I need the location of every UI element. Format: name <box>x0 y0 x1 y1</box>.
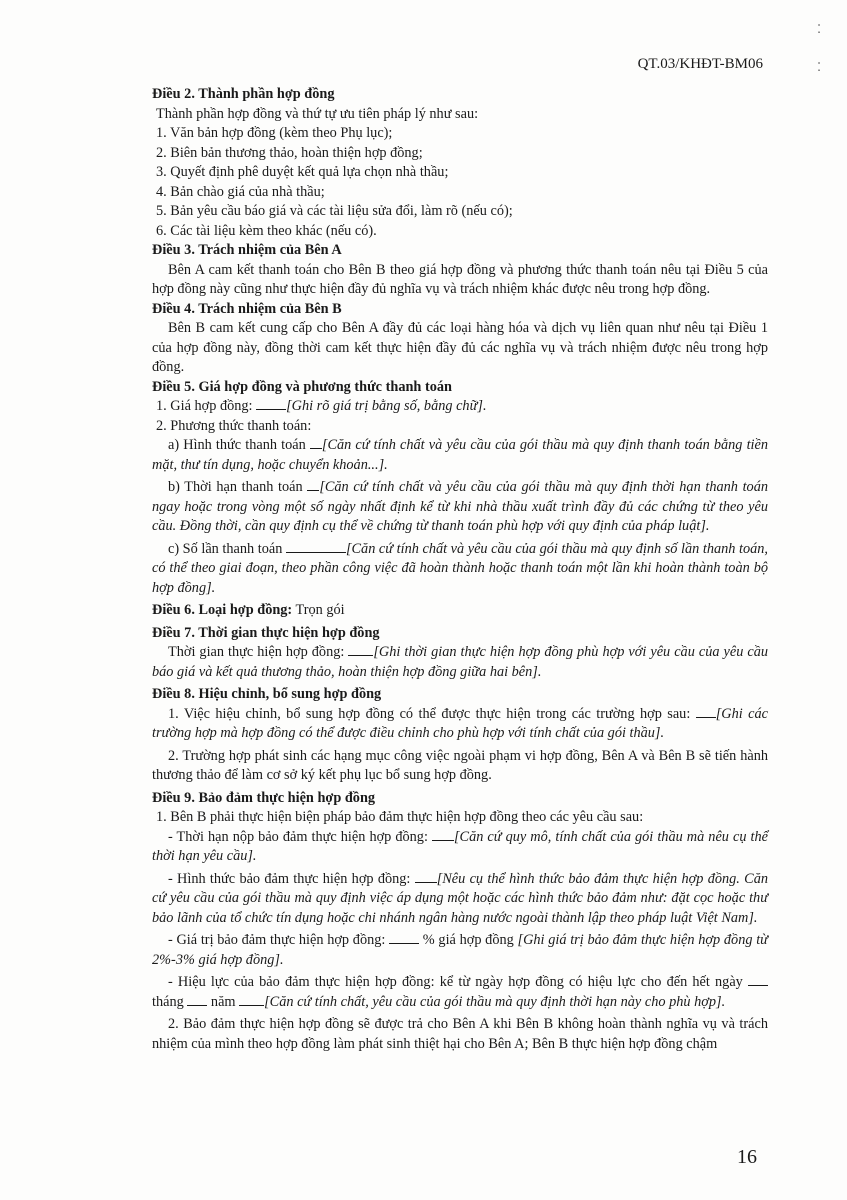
price-note: [Ghi rõ giá trị bằng số, bằng chữ]. <box>286 398 487 414</box>
blank-line <box>307 478 319 491</box>
scan-mark-icon: ⁚ <box>817 60 821 74</box>
article-5-price <box>152 397 768 417</box>
guarantee-value <box>152 931 768 970</box>
blank-line <box>310 436 322 449</box>
guarantee-deadline-label: - Thời hạn nộp bảo đảm thực hiện hợp đồng: <box>168 828 432 845</box>
article-6-title: Điều 6. Loại hợp đồng: <box>152 602 293 618</box>
guarantee-validity-note: [Căn cứ tính chất, yêu cầu của gói thầu mà quy định thời hạn này cho phù hợp]. <box>264 993 726 1010</box>
blank-line <box>256 397 286 410</box>
article-9-item-2: 2. Bảo đảm thực hiện hợp đồng sẽ được trả cho Bên A khi Bên B không hoàn thành nghĩa vụ và trách nhiệm của mình theo hợp đồng làm phát sinh thiệt hại cho Bên A; Bên B thực hiện hợp đồng chậm <box>152 1016 768 1052</box>
guarantee-form-label: - Hình thức bảo đảm thực hiện hợp đồng: <box>168 870 415 887</box>
article-2-title: Điều 2. Thành phần hợp đồng <box>152 86 335 102</box>
guarantee-value-note: [Ghi giá trị bảo đảm thực hiện hợp đồng từ 2%-3% giá hợp đồng]. <box>152 932 768 968</box>
article-6 <box>152 601 768 621</box>
article-8-item-2: 2. Trường hợp phát sinh các hạng mục công việc ngoài phạm vi hợp đồng, Bên A và Bên B sẽ tiến hành thương thảo để làm cơ sở ký kết phụ lục bổ sung hợp đồng. <box>152 747 768 783</box>
payment-c-note: [Căn cứ tính chất và yêu cầu của gói thầu mà quy định số lần thanh toán, có thể theo giai đoạn, theo phần công việc đã hoàn thành hoặc thanh toán một lần khi hoàn thành toàn bộ hợp đồng]. <box>152 540 768 596</box>
payment-a-label: a) Hình thức thanh toán <box>168 437 310 453</box>
blank-line <box>432 828 454 841</box>
page-number: 16 <box>737 1146 757 1168</box>
blank-line <box>415 870 437 883</box>
list-item: 5. Bản yêu cầu báo giá và các tài liệu sửa đổi, làm rõ (nếu có); <box>156 203 513 219</box>
payment-method-a <box>152 436 768 475</box>
payment-a-note: [Căn cứ tính chất và yêu cầu của gói thầu mà quy định thanh toán bằng tiền mặt, thư tín dụng, hoặc chuyển khoản...]. <box>152 437 769 473</box>
blank-line <box>239 993 264 1006</box>
article-8-item-1 <box>152 705 768 744</box>
article-8-item-1-note: [Ghi các trường hợp mà hợp đồng có thể được điều chỉnh cho phù hợp với tính chất của gói thầu]. <box>152 705 768 741</box>
list-item: 6. Các tài liệu kèm theo khác (nếu có). <box>156 222 377 239</box>
blank-line <box>187 993 207 1006</box>
guarantee-validity-year: năm <box>207 993 240 1010</box>
list-item: 1. Văn bản hợp đồng (kèm theo Phụ lục); <box>156 125 393 141</box>
payment-b-note: [Căn cứ tính chất và yêu cầu của gói thầu mà quy định thời hạn thanh toán ngay hoặc trong vòng một số ngày nhất định kể từ khi nhà thầu xuất trình đầy đủ các chứng từ theo yêu cầu. Đồng thời, cần quy định cụ thể về chứng từ thanh toán phù hợp với quy định của pháp luật]. <box>152 479 768 534</box>
list-item: 4. Bản chào giá của nhà thầu; <box>156 183 325 200</box>
guarantee-value-label: - Giá trị bảo đảm thực hiện hợp đồng: <box>168 932 390 948</box>
list-item: 3. Quyết định phê duyệt kết quả lựa chọn nhà thầu; <box>156 164 449 180</box>
guarantee-deadline <box>152 828 768 867</box>
payment-c-label: c) Số lần thanh toán <box>168 540 286 557</box>
blank-line <box>348 643 373 656</box>
article-7-note: [Ghi thời gian thực hiện hợp đồng phù hợp với yêu cầu của yêu cầu báo giá và kết quả thương thảo, hoàn thiện hợp đồng giữa hai bên]. <box>152 644 768 680</box>
blank-line <box>748 973 768 986</box>
price-label: 1. Giá hợp đồng: <box>156 398 257 414</box>
article-7-title: Điều 7. Thời gian thực hiện hợp đồng <box>152 624 380 641</box>
blank-line <box>389 931 419 944</box>
payment-b-label: b) Thời hạn thanh toán <box>168 479 308 495</box>
guarantee-form-note: [Nêu cụ thể hình thức bảo đảm thực hiện hợp đồng. Căn cứ yêu cầu của gói thầu mà quy định việc áp dụng một hoặc các hình thức bảo đảm như: đặt cọc hoặc thư bảo lãnh của tổ chức tín dụng hoặc chi nhánh ngân hàng nước ngoài thành lập theo pháp luật Việt Nam]. <box>152 870 769 926</box>
guarantee-value-mid: % giá hợp đồng <box>419 932 518 948</box>
article-5-title: Điều 5. Giá hợp đồng và phương thức thanh toán <box>152 378 452 395</box>
guarantee-form <box>152 870 768 929</box>
article-6-value: Trọn gói <box>292 602 345 618</box>
guarantee-validity-label: - Hiệu lực của bảo đảm thực hiện hợp đồng: kể từ ngày hợp đồng có hiệu lực cho đến hết ngày <box>168 974 748 990</box>
article-3-title: Điều 3. Trách nhiệm của Bên A <box>152 242 342 258</box>
contract-body <box>152 85 768 1054</box>
blank-line <box>696 705 716 718</box>
article-7-label: Thời gian thực hiện hợp đồng: <box>168 644 349 660</box>
article-8-title: Điều 8. Hiệu chỉnh, bổ sung hợp đồng <box>152 686 382 702</box>
article-2-intro: Thành phần hợp đồng và thứ tự ưu tiên pháp lý như sau: <box>156 105 479 122</box>
list-item: 2. Biên bản thương thảo, hoàn thiện hợp đồng; <box>156 144 423 161</box>
article-7-body <box>152 643 768 682</box>
blank-line <box>286 540 346 553</box>
guarantee-validity <box>152 973 768 1012</box>
scan-mark-icon: ⁚ <box>817 22 821 36</box>
article-4-body: Bên B cam kết cung cấp cho Bên A đầy đủ các loại hàng hóa và dịch vụ liên quan như nêu tại Điều 1 của hợp đồng này, đồng thời cam kết thực hiện đầy đủ các nghĩa vụ và trách nhiệm được nêu trong hợp đồng. <box>152 320 768 375</box>
guarantee-validity-month: tháng <box>152 993 188 1010</box>
article-3-body: Bên A cam kết thanh toán cho Bên B theo giá hợp đồng và phương thức thanh toán nêu tại Điều 5 của hợp đồng này cũng như thực hiện đầy đủ nghĩa vụ và trách nhiệm khác được nêu trong hợp đồng. <box>152 261 768 297</box>
article-4-title: Điều 4. Trách nhiệm của Bên B <box>152 300 342 317</box>
article-9-item-1: 1. Bên B phải thực hiện biện pháp bảo đảm thực hiện hợp đồng theo các yêu cầu sau: <box>156 809 644 825</box>
payment-method-b <box>152 478 768 537</box>
article-8-item-1-label: 1. Việc hiệu chỉnh, bổ sung hợp đồng có thể được thực hiện trong các trường hợp sau: <box>168 705 696 722</box>
payment-method-c <box>152 540 768 599</box>
article-5-payment: 2. Phương thức thanh toán: <box>156 417 312 434</box>
guarantee-deadline-note: [Căn cứ quy mô, tính chất của gói thầu mà nêu cụ thể thời hạn yêu cầu]. <box>152 828 768 864</box>
article-9-title: Điều 9. Bảo đảm thực hiện hợp đồng <box>152 789 376 806</box>
document-code: QT.03/KHĐT-BM06 <box>637 56 763 72</box>
